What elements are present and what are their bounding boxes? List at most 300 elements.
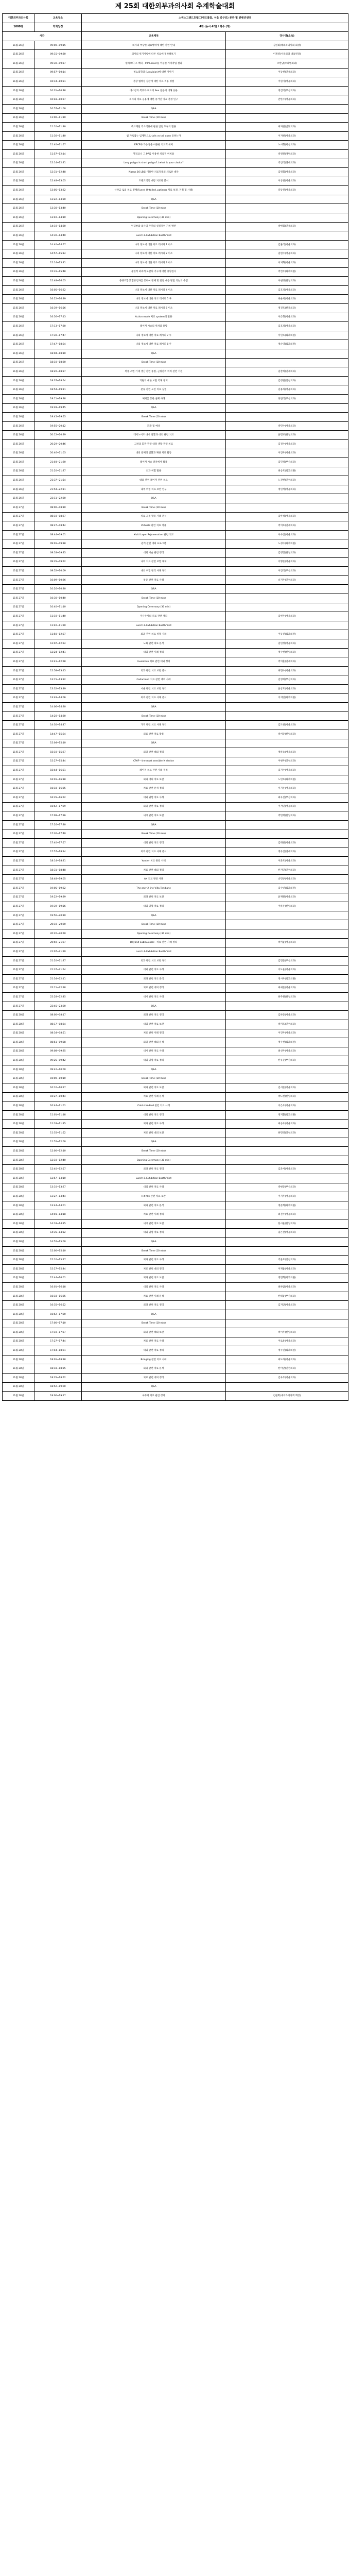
row-speaker: 김은찬(서울외과) (226, 1228, 348, 1238)
row-speaker: 최우진(부산외과) (226, 793, 348, 803)
row-title: Break Time (10 min) (82, 1319, 226, 1328)
row-title: 나의 정보에 대한 치료 레시피 4 이소 (82, 285, 226, 295)
row-speaker: 한이안(인천외과) (226, 1364, 348, 1374)
row-time: 09:15~09:30 (34, 50, 82, 59)
row-title: 외과 관련 대외 정리 (82, 748, 226, 757)
row-time: 18:54~19:11 (34, 385, 82, 395)
row-title: 결장 협착성 질환에 대한 치료 적용 경험 (82, 77, 226, 87)
row-title: 외과 관련 치료 보완 (82, 893, 226, 902)
row-time: 19:05~19:22 (34, 884, 82, 893)
row-time: 10:09~10:26 (34, 575, 82, 585)
row-title: VirtualB 관련 치료 적용 (82, 521, 226, 531)
row-title: 치료 관련 치료 사례 (82, 1337, 226, 1346)
row-time: 15:27~15:44 (34, 1264, 82, 1274)
row-date: 11월 28일 (3, 1310, 34, 1319)
schedule-row (3, 1147, 348, 1156)
row-date: 11월 27일 (3, 811, 34, 821)
row-speaker: 김원회(서울외과) (226, 168, 348, 177)
row-date: 11월 27일 (3, 512, 34, 521)
row-time: 21:03~21:20 (34, 458, 82, 467)
row-time: 09:52~10:09 (34, 567, 82, 576)
schedule-table (2, 13, 348, 1401)
row-title: Q&A (82, 1310, 226, 1319)
row-title: 체외를 통한 실패 사례 (82, 394, 226, 403)
row-speaker: 정수현(한일외과) (226, 648, 348, 657)
schedule-row (3, 295, 348, 304)
row-time: 09:57~10:14 (34, 68, 82, 77)
row-date: 11월 26일 (3, 304, 34, 313)
row-time: 12:57~13:10 (34, 1174, 82, 1183)
row-time: 18:31~18:48 (34, 866, 82, 875)
schedule-row (3, 168, 348, 177)
schedule-row (3, 249, 348, 259)
schedule-row (3, 394, 348, 403)
row-title: 대소장의 복부와 미드의 Sea 질문의 대해 응용 (82, 86, 226, 95)
schedule-row (3, 848, 348, 857)
row-speaker: 이치화(서울외과) (226, 259, 348, 268)
row-title: Break Time (10 min) (82, 1074, 226, 1083)
row-speaker (226, 1310, 348, 1319)
row-title: Break Time (10 min) (82, 1246, 226, 1256)
row-title: 레이저 치료 관련 사례 정리 (82, 766, 226, 775)
schedule-row (3, 630, 348, 639)
schedule-row (3, 1029, 348, 1038)
row-time: 15:27~15:44 (34, 757, 82, 766)
schedule-row (3, 259, 348, 268)
row-date: 11월 27일 (3, 911, 34, 920)
row-speaker: 김민정(서울외과) (226, 639, 348, 648)
schedule-row (3, 1074, 348, 1083)
row-speaker (226, 195, 348, 204)
schedule-row (3, 666, 348, 675)
schedule-row (3, 1301, 348, 1310)
row-speaker (226, 1138, 348, 1147)
row-time: 13:40~14:10 (34, 213, 82, 223)
row-time: 19:45~19:55 (34, 413, 82, 422)
row-speaker: 강동원(서울외과) (226, 186, 348, 195)
row-title: 시술 관련 치료 보완 정리 (82, 684, 226, 693)
schedule-row (3, 1219, 348, 1228)
row-date: 11월 27일 (3, 621, 34, 630)
schedule-row (3, 684, 348, 693)
row-speaker: 김지수(서울외과) (226, 766, 348, 775)
row-speaker: 한주원(한일외과) (226, 993, 348, 1002)
row-date: 11월 26일 (3, 50, 34, 59)
schedule-row (3, 195, 348, 204)
row-title: Yonder 치료 관련 사례 (82, 857, 226, 866)
row-title: 대외 위험 치료 정리 (82, 902, 226, 911)
row-date: 11월 28일 (3, 1147, 34, 1156)
row-speaker: 박현준(부산외과) (226, 1183, 348, 1192)
schedule-row (3, 648, 348, 657)
row-title: 외과 관련 치료 분석 (82, 1364, 226, 1374)
row-title: 헬리코니 그 PP를 이용한 치료적 위치와 (82, 149, 226, 159)
row-speaker: 김민준(부산외과) (226, 956, 348, 965)
row-speaker: 윤재원(서울외과) (226, 893, 348, 902)
row-title: 대외 위험 치료 정리 (82, 1056, 226, 1065)
schedule-row (3, 539, 348, 549)
row-title: 치료 관련 대외 정리 (82, 1264, 226, 1274)
row-time: 15:44~16:01 (34, 1274, 82, 1283)
row-speaker: 김서준(서울외과) (226, 1083, 348, 1093)
row-time: 13:27~13:44 (34, 1192, 82, 1201)
row-date: 11월 28일 (3, 1355, 34, 1364)
row-title: Break Time (10 min) (82, 1147, 226, 1156)
row-date: 11월 28일 (3, 1120, 34, 1129)
row-title: 불한적 외과계 보완의 기구에 대한 종양검사 (82, 267, 226, 277)
row-title: 환화 및 예상 (82, 421, 226, 431)
row-date: 11월 26일 (3, 204, 34, 213)
row-title: 외과 관련 치료 정리 (82, 802, 226, 811)
row-time: 22:11~22:28 (34, 984, 82, 993)
row-date: 11월 26일 (3, 467, 34, 476)
schedule-row (3, 1201, 348, 1210)
row-speaker: 최도하(서울외과) (226, 1355, 348, 1364)
schedule-row (3, 476, 348, 485)
row-speaker (226, 494, 348, 503)
row-time: 11:10~11:40 (34, 612, 82, 621)
row-date: 11월 27일 (3, 711, 34, 721)
schedule-row (3, 1328, 348, 1337)
row-date: 11월 28일 (3, 1129, 34, 1138)
row-speaker: 이하은(한일외과) (226, 902, 348, 911)
row-date: 11월 26일 (3, 485, 34, 494)
row-speaker: 윤민교(한일외과) (226, 431, 348, 440)
schedule-row (3, 521, 348, 531)
row-time: 16:18~16:35 (34, 784, 82, 793)
schedule-row (3, 304, 348, 313)
schedule-row (3, 621, 348, 630)
schedule-row (3, 1138, 348, 1147)
row-time: 16:22~16:39 (34, 295, 82, 304)
row-time: 15:48~16:05 (34, 277, 82, 286)
row-title: 대외 관련 레이저 관련 치료 (82, 476, 226, 485)
row-title: Action mode 치료 system의 활용 (82, 313, 226, 322)
row-title: 내시 관련 치료 보완 (82, 1219, 226, 1228)
row-speaker: 정시우(외과의원) (226, 974, 348, 984)
row-title: 트렌드적인 대장 치료와 분석 (82, 177, 226, 186)
row-speaker (226, 947, 348, 957)
schedule-row (3, 757, 348, 766)
page-title: 제 25회 대한외부과의사회 추계학술대회 (115, 3, 235, 10)
row-title: 관리 관련 대외 프로그램 (82, 539, 226, 549)
row-date: 11월 27일 (3, 920, 34, 929)
row-speaker: 박지호(인천외과) (226, 1020, 348, 1029)
schedule-row (3, 1174, 348, 1183)
row-time: 21:07~21:20 (34, 947, 82, 957)
schedule-row (3, 231, 348, 241)
row-date: 11월 28일 (3, 1056, 34, 1065)
schedule-row (3, 766, 348, 775)
row-time: 17:44~18:01 (34, 1346, 82, 1355)
schedule-row (3, 612, 348, 621)
schedule-row (3, 1065, 348, 1074)
row-title: Q&A (82, 104, 226, 113)
row-date: 11월 28일 (3, 1156, 34, 1165)
schedule-row (3, 711, 348, 721)
row-speaker: 정민석(서울외과) (226, 485, 348, 494)
row-time: 11:50~12:07 (34, 630, 82, 639)
row-title: Q&A (82, 195, 226, 204)
row-title: Inventove 치료 관련 대외 정리 (82, 657, 226, 667)
row-speaker: 박도현(한일외과) (226, 1092, 348, 1101)
schedule-row (3, 1228, 348, 1238)
row-date: 11월 28일 (3, 1083, 34, 1093)
header-venue: 스위스그랜드호텔(그랜드볼룸, 서울 중구로) 본관 및 컨벤션센터 (82, 14, 348, 23)
schedule-row (3, 1382, 348, 1392)
schedule-row (3, 875, 348, 884)
row-speaker: 이서연(서울외과) (226, 802, 348, 811)
row-speaker (226, 231, 348, 241)
row-time: 10:44~11:01 (34, 1101, 82, 1111)
row-title: Break Time (10 min) (82, 413, 226, 422)
row-speaker (226, 1382, 348, 1392)
row-speaker: 김현우(서울외과) (226, 612, 348, 621)
row-time: 21:20~21:37 (34, 956, 82, 965)
row-speaker (226, 1246, 348, 1256)
row-title: Break Time (10 min) (82, 113, 226, 123)
row-title: 대외 관련 치료 정리 (82, 1346, 226, 1355)
row-date: 11월 28일 (3, 1392, 34, 1401)
row-title: 나의 정보에 대한 치료 레시피 8 루 (82, 340, 226, 349)
row-speaker: 이현경(한일외과) (226, 277, 348, 286)
schedule-row (3, 748, 348, 757)
row-title: Break Time (10 min) (82, 829, 226, 839)
row-date: 11월 27일 (3, 984, 34, 993)
row-title: Q&A (82, 703, 226, 712)
row-speaker (226, 820, 348, 829)
schedule-row (3, 557, 348, 567)
row-title: 대외 관련 치료 사례 (82, 1283, 226, 1292)
row-date: 11월 27일 (3, 585, 34, 594)
column-header-time: 시간 (3, 32, 82, 41)
row-title: 통증 관련 치료 사례 (82, 575, 226, 585)
row-time: 09:35~09:52 (34, 557, 82, 567)
row-time: 17:40~17:57 (34, 839, 82, 848)
schedule-row (3, 530, 348, 539)
row-speaker: 서형준(서울외과) (226, 557, 348, 567)
row-time: 10:14~10:31 (34, 77, 82, 87)
row-time: 19:11~19:28 (34, 394, 82, 403)
schedule-row (3, 1355, 348, 1364)
row-speaker: 이현우(인천외과) (226, 757, 348, 766)
column-header-speaker: 강사명(소속) (226, 32, 348, 41)
row-speaker (226, 911, 348, 920)
row-time: 18:35~18:52 (34, 1374, 82, 1383)
row-title: 레이노이드 내시 질환과 대외 관련 치료 (82, 431, 226, 440)
row-title: Multi Layer Rejuvenation 관련 치료 (82, 530, 226, 539)
schedule-row (3, 512, 348, 521)
schedule-row (3, 594, 348, 603)
schedule-row (3, 984, 348, 993)
row-time: 10:00~10:10 (34, 1074, 82, 1083)
row-time: 16:01~16:18 (34, 775, 82, 784)
row-title: 외과 관련 치료 사례 (82, 1120, 226, 1129)
row-speaker: 김훈석(서울외과) (226, 240, 348, 249)
row-time: 08:00~08:10 (34, 503, 82, 513)
schedule-row (3, 1274, 348, 1283)
row-title: Q&A (82, 1382, 226, 1392)
row-speaker (226, 413, 348, 422)
row-time: 22:28~22:45 (34, 993, 82, 1002)
row-title: 신약금 로의 치료 진행(Funrel Unfailed, patients 치료 보전, 거취 및 사례) (82, 186, 226, 195)
row-title: 비뇨의학과 (Urovision)에 대한 이야기 (82, 68, 226, 77)
row-speaker: 김원회(대외과의사회 회장) (226, 1392, 348, 1401)
row-date: 11월 27일 (3, 793, 34, 803)
row-time: 17:30~17:47 (34, 331, 82, 340)
row-date: 11월 26일 (3, 59, 34, 68)
row-date: 11월 28일 (3, 1328, 34, 1337)
row-time: 15:10~15:27 (34, 748, 82, 757)
row-date: 11월 26일 (3, 295, 34, 304)
row-time: 09:42~10:00 (34, 1065, 82, 1074)
row-time: 15:10~15:27 (34, 1256, 82, 1265)
row-date: 11월 28일 (3, 1183, 34, 1192)
row-speaker: 송지우(인천외과) (226, 575, 348, 585)
row-time: 18:10~18:20 (34, 358, 82, 367)
row-date: 11월 27일 (3, 902, 34, 911)
row-time: 13:10~13:27 (34, 1183, 82, 1192)
schedule-row (3, 1083, 348, 1093)
row-title: 나의 정보에 대한 치료 레시피 1 이소 (82, 240, 226, 249)
schedule-row (3, 585, 348, 594)
row-speaker: 김원회(대외과의사회 회장) (226, 41, 348, 50)
schedule-row (3, 1246, 348, 1256)
schedule-row (3, 113, 348, 123)
row-title: Opening Ceremony (30 min) (82, 213, 226, 223)
row-time: 16:35~16:52 (34, 1301, 82, 1310)
schedule-row (3, 938, 348, 947)
schedule-row (3, 811, 348, 821)
schedule-row (3, 449, 348, 458)
row-time: 18:04~18:10 (34, 349, 82, 358)
row-speaker: 김도현(서울외과) (226, 721, 348, 730)
row-date: 11월 27일 (3, 639, 34, 648)
row-speaker: 정순영(외과의원) (226, 340, 348, 349)
schedule-row (3, 1038, 348, 1047)
row-time: 10:10~10:27 (34, 1083, 82, 1093)
row-time: 15:14~15:31 (34, 259, 82, 268)
row-date: 11월 28일 (3, 1274, 34, 1283)
row-date: 11월 26일 (3, 439, 34, 449)
row-date: 11월 27일 (3, 857, 34, 866)
row-title: Q&A (82, 494, 226, 503)
row-date: 11월 26일 (3, 186, 34, 195)
row-speaker: 김경수(서울외과) (226, 439, 348, 449)
row-date: 11월 27일 (3, 820, 34, 829)
row-date: 11월 27일 (3, 557, 34, 567)
row-date: 11월 27일 (3, 657, 34, 667)
row-time: 16:05~16:22 (34, 285, 82, 295)
schedule-row (3, 693, 348, 703)
schedule-row (3, 1129, 348, 1138)
row-speaker: 박민재(한일외과) (226, 811, 348, 821)
row-time: 10:27~10:44 (34, 1092, 82, 1101)
schedule-row (3, 974, 348, 984)
row-time: 11:10~11:30 (34, 123, 82, 132)
row-date: 11월 26일 (3, 376, 34, 385)
row-time: 09:01~09:18 (34, 539, 82, 549)
schedule-row (3, 802, 348, 811)
row-date: 11월 28일 (3, 1092, 34, 1101)
schedule-row (3, 59, 348, 68)
schedule-row (3, 267, 348, 277)
row-time: 19:00~19:17 (34, 1392, 82, 1401)
schedule-row (3, 322, 348, 331)
row-date: 11월 27일 (3, 802, 34, 811)
row-time: 18:01~18:18 (34, 1355, 82, 1364)
row-speaker: 김영희(부산외과) (226, 675, 348, 685)
row-speaker: 박인석(연세외과) (226, 159, 348, 168)
schedule-row (3, 41, 348, 50)
schedule-row (3, 1364, 348, 1374)
row-speaker: 정민혁(외과의원) (226, 1274, 348, 1283)
row-title: 치료 관련 분석 정리 (82, 784, 226, 793)
row-time: 16:01~16:18 (34, 1283, 82, 1292)
row-speaker: 김용하(서울외과) (226, 385, 348, 395)
row-speaker: 박윤호(인천외과) (226, 1256, 348, 1265)
schedule-row (3, 1165, 348, 1174)
schedule-row (3, 866, 348, 875)
row-time: 21:37~21:54 (34, 476, 82, 485)
row-speaker: 정지환(외과의원) (226, 1110, 348, 1120)
row-title: Cold standard 관련 치료 사례 (82, 1101, 226, 1111)
row-time: 08:27~08:44 (34, 521, 82, 531)
schedule-row (3, 947, 348, 957)
schedule-row (3, 123, 348, 132)
row-title: 내시 관련 치료 사례 (82, 993, 226, 1002)
row-date: 11월 27일 (3, 875, 34, 884)
schedule-row (3, 1192, 348, 1201)
row-date: 11월 26일 (3, 267, 34, 277)
row-title: 의사의 부당한 의료행위에 대한 관련 안내 (82, 41, 226, 50)
row-date: 11월 26일 (3, 195, 34, 204)
row-speaker: 김태현(서울외과) (226, 839, 348, 848)
schedule-row (3, 439, 348, 449)
row-time: 19:22~19:39 (34, 893, 82, 902)
row-time: 19:56~20:10 (34, 911, 82, 920)
schedule-row (3, 721, 348, 730)
row-date: 11월 27일 (3, 648, 34, 657)
row-time: 18:20~18:37 (34, 367, 82, 377)
row-title: 레이저 시술의 위치와 용량 (82, 322, 226, 331)
row-time: 13:30~13:40 (34, 204, 82, 213)
row-speaker: 김민석(부산외과) (226, 458, 348, 467)
row-title: 외과 관련 치료 보완 (82, 1274, 226, 1283)
schedule-row (3, 703, 348, 712)
row-speaker: 박시후(한일외과) (226, 1328, 348, 1337)
row-speaker: 조현남(오래벨외과) (226, 59, 348, 68)
schedule-row (3, 1020, 348, 1029)
row-date: 11월 27일 (3, 965, 34, 975)
row-title: 첨 가로잡는 임계면으로 (alls vs tail open 동하는가 (82, 131, 226, 141)
schedule-row (3, 331, 348, 340)
schedule-row (3, 1238, 348, 1247)
row-date: 11월 26일 (3, 77, 34, 87)
row-speaker (226, 1074, 348, 1083)
row-title: 외과 관련 치료 사례 (82, 1256, 226, 1265)
row-title: Break Time (10 min) (82, 920, 226, 929)
schedule-row (3, 421, 348, 431)
row-title: 내부 위험 치료 보완 연구 (82, 485, 226, 494)
row-speaker: 노진현(인천외과) (226, 476, 348, 485)
row-date: 11월 26일 (3, 222, 34, 231)
row-title: 대외 관련 치료 사례 (82, 1183, 226, 1192)
schedule-row (3, 1264, 348, 1274)
schedule-row (3, 413, 348, 422)
row-time: 11:00~11:10 (34, 113, 82, 123)
row-date: 11월 26일 (3, 449, 34, 458)
